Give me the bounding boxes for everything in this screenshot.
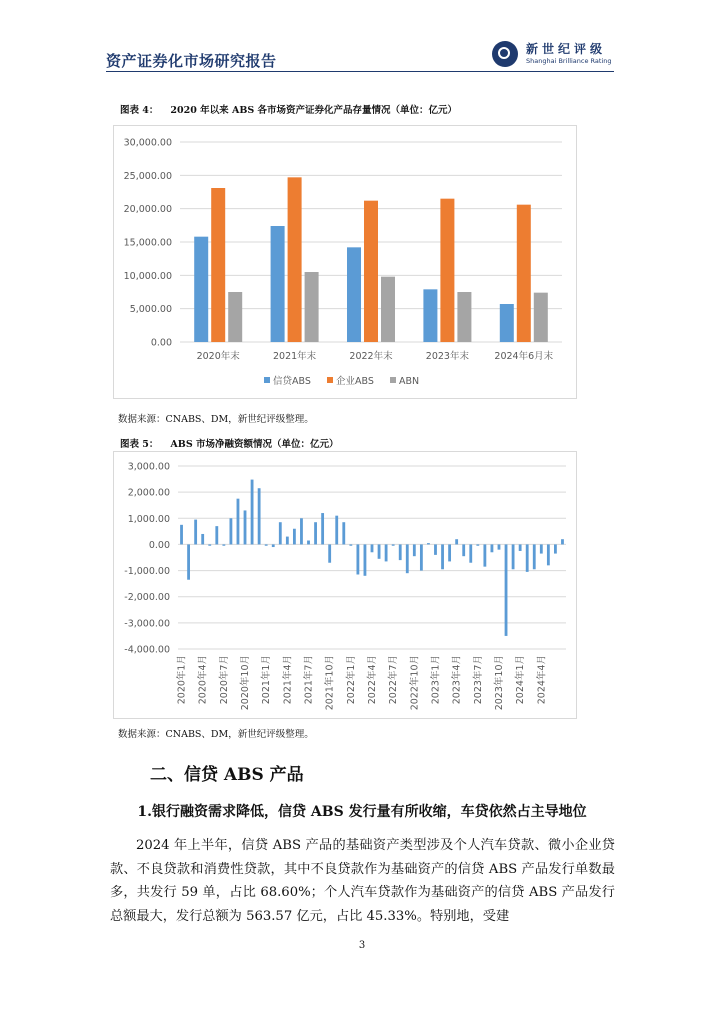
bar-month-14 (279, 522, 282, 544)
bar-month-2 (194, 520, 197, 545)
page-number: 3 (358, 940, 366, 951)
bar-month-30 (392, 544, 395, 545)
bar-month-49 (526, 544, 529, 571)
x-tick-label: 2022年7月 (388, 655, 400, 705)
bar-month-44 (491, 544, 494, 552)
subsection-heading: 1.银行融资需求降低，信贷 ABS 发行量有所收缩，车贷依然占主导地位 (137, 804, 587, 820)
y-tick-label: 0.00 (150, 337, 172, 349)
body-paragraph (110, 834, 615, 928)
x-tick-label: 2021年末 (273, 351, 317, 362)
x-tick-label: 2021年1月 (261, 655, 273, 705)
figure4-title: 2020 年以来 ABS 各市场资产证券化产品存量情况（单位：亿元） (170, 105, 458, 116)
legend-label: ABN (399, 376, 420, 387)
bar-month-53 (554, 544, 557, 553)
y-tick-label: -2,000.00 (124, 592, 170, 604)
x-tick-label: 2023年1月 (430, 655, 442, 705)
logo-name-en: Shanghai Brilliance Rating (526, 57, 612, 65)
bar-信贷ABS-2020年末 (194, 237, 208, 342)
bar-month-0 (180, 525, 183, 545)
x-tick-label: 2023年4月 (451, 655, 463, 705)
bar-month-48 (519, 544, 522, 551)
bar-month-25 (356, 544, 359, 574)
bar-month-33 (413, 544, 416, 556)
x-tick-label: 2021年7月 (303, 655, 315, 705)
bar-month-23 (342, 522, 345, 544)
bar-ABN-2020年末 (228, 292, 242, 342)
bar-month-32 (406, 544, 409, 573)
bar-企业ABS-2023年末 (440, 199, 454, 342)
bar-month-9 (244, 510, 247, 544)
x-tick-label: 2020年10月 (240, 655, 252, 711)
x-tick-label: 2022年4月 (367, 655, 378, 705)
bar-month-29 (385, 544, 388, 561)
x-tick-label: 2024年6月末 (494, 351, 554, 362)
bar-month-41 (469, 544, 472, 562)
bar-month-24 (349, 544, 352, 545)
x-tick-label: 2020年末 (196, 351, 240, 362)
bar-month-8 (237, 499, 240, 545)
bar-信贷ABS-2024年6月末 (500, 304, 514, 342)
x-tick-label: 2022年末 (349, 351, 393, 362)
y-tick-label: 30,000.00 (123, 137, 172, 149)
logo-name-cn: 新世纪评级 (526, 42, 607, 56)
bar-企业ABS-2022年末 (364, 201, 378, 342)
x-tick-label: 2024年4月 (536, 655, 548, 705)
bar-ABN-2022年末 (381, 277, 395, 342)
bar-month-16 (293, 529, 296, 545)
x-tick-label: 2021年10月 (324, 655, 336, 711)
figure5-source: 数据来源：CNABS、DM，新世纪评级整理。 (118, 729, 314, 740)
bar-month-6 (222, 544, 225, 545)
bar-month-20 (321, 513, 324, 544)
y-tick-label: 3,000.00 (127, 461, 170, 473)
figure5-number: 图表 5： (120, 439, 159, 450)
bar-month-19 (314, 522, 317, 544)
report-title: 资产证券化市场研究报告 (106, 52, 277, 70)
x-tick-label: 2024年1月 (515, 655, 527, 705)
y-tick-label: -4,000.00 (124, 644, 170, 656)
bar-month-5 (215, 526, 218, 544)
legend-label: 信贷ABS (273, 376, 311, 387)
bar-month-3 (201, 534, 204, 544)
x-tick-label: 2021年4月 (282, 655, 294, 705)
bar-month-52 (547, 544, 550, 565)
bar-month-22 (335, 516, 338, 545)
x-tick-label: 2023年10月 (493, 655, 505, 711)
bar-ABN-2021年末 (305, 272, 319, 342)
figure5-caption (120, 436, 339, 450)
x-tick-label: 2020年1月 (176, 655, 188, 705)
header-divider (106, 71, 614, 72)
figure5-chart (113, 451, 577, 719)
bar-month-26 (364, 544, 367, 575)
figure4-number: 图表 4： (120, 105, 159, 116)
bar-month-45 (498, 544, 501, 549)
bar-month-7 (229, 518, 232, 544)
bar-month-27 (371, 544, 374, 552)
x-tick-label: 2022年10月 (409, 655, 421, 711)
bar-month-46 (505, 544, 508, 636)
y-tick-label: -3,000.00 (124, 618, 170, 630)
bar-信贷ABS-2023年末 (423, 289, 437, 342)
y-tick-label: 10,000.00 (123, 270, 172, 282)
bar-信贷ABS-2022年末 (347, 247, 361, 342)
bar-企业ABS-2020年末 (211, 188, 225, 342)
y-tick-label: 15,000.00 (123, 237, 172, 249)
bar-month-15 (286, 537, 289, 545)
bar-month-35 (427, 543, 430, 544)
legend-swatch-企业ABS (327, 377, 333, 383)
bar-month-47 (512, 544, 515, 569)
bar-month-11 (258, 488, 261, 544)
bar-month-12 (265, 544, 268, 545)
bar-ABN-2024年6月末 (534, 293, 548, 342)
legend-swatch-信贷ABS (264, 377, 270, 383)
bar-month-10 (251, 480, 254, 545)
bar-month-50 (533, 544, 536, 569)
bar-month-4 (208, 544, 211, 545)
figure4-caption (120, 102, 457, 116)
x-tick-label: 2022年1月 (345, 655, 357, 705)
logo-emblem-icon (492, 41, 518, 67)
bar-month-54 (561, 539, 564, 544)
y-tick-label: -1,000.00 (124, 566, 170, 578)
y-tick-label: 20,000.00 (123, 204, 172, 216)
x-tick-label: 2023年7月 (472, 655, 484, 705)
bar-month-40 (462, 544, 465, 556)
figure5-title: ABS 市场净融资额情况（单位：亿元） (170, 439, 339, 450)
company-logo (492, 40, 616, 70)
y-tick-label: 5,000.00 (129, 304, 172, 316)
bar-企业ABS-2021年末 (288, 177, 302, 342)
x-tick-label: 2020年7月 (218, 655, 230, 705)
section-heading: 二、信贷 ABS 产品 (150, 765, 304, 785)
bar-month-13 (272, 544, 275, 547)
bar-month-43 (483, 544, 486, 566)
bar-month-39 (455, 539, 458, 544)
figure4-svg (114, 126, 576, 398)
bar-month-51 (540, 544, 543, 553)
bar-month-31 (399, 544, 402, 560)
figure5-svg (114, 452, 576, 718)
x-tick-label: 2023年末 (425, 351, 469, 362)
legend-label: 企业ABS (336, 376, 374, 387)
bar-ABN-2023年末 (457, 292, 471, 342)
figure4-chart (113, 125, 577, 399)
x-tick-label: 2020年4月 (197, 655, 209, 705)
bar-month-1 (187, 544, 190, 579)
y-tick-label: 25,000.00 (123, 170, 172, 182)
y-tick-label: 1,000.00 (127, 513, 170, 525)
bar-month-17 (300, 518, 303, 544)
bar-month-21 (328, 544, 331, 562)
bar-month-36 (434, 544, 437, 554)
bar-month-28 (378, 544, 381, 558)
bar-信贷ABS-2021年末 (271, 226, 285, 342)
y-tick-label: 2,000.00 (127, 487, 170, 499)
bar-month-37 (441, 544, 444, 569)
body-paragraph-text: 2024 年上半年，信贷 ABS 产品的基础资产类型涉及个人汽车贷款、微小企业贷款、不良贷款和消费性贷款，其中不良贷款作为基础资产的信贷 ABS 产品发行单数最多，共发行 59 单，占比 68.60%；个人汽车贷款作为基础资产的信贷 ABS 产品发行总额最大，发行总额为 563.57 亿元，占比 45.33%。特别地，受建 (110, 838, 615, 924)
bar-企业ABS-2024年6月末 (517, 205, 531, 342)
bar-month-34 (420, 544, 423, 570)
bar-month-42 (476, 544, 479, 545)
bar-month-38 (448, 544, 451, 561)
bar-month-18 (307, 541, 310, 545)
legend-swatch-ABN (390, 377, 396, 383)
figure4-source: 数据来源：CNABS、DM，新世纪评级整理。 (118, 414, 314, 425)
y-tick-label: 0.00 (148, 539, 170, 551)
